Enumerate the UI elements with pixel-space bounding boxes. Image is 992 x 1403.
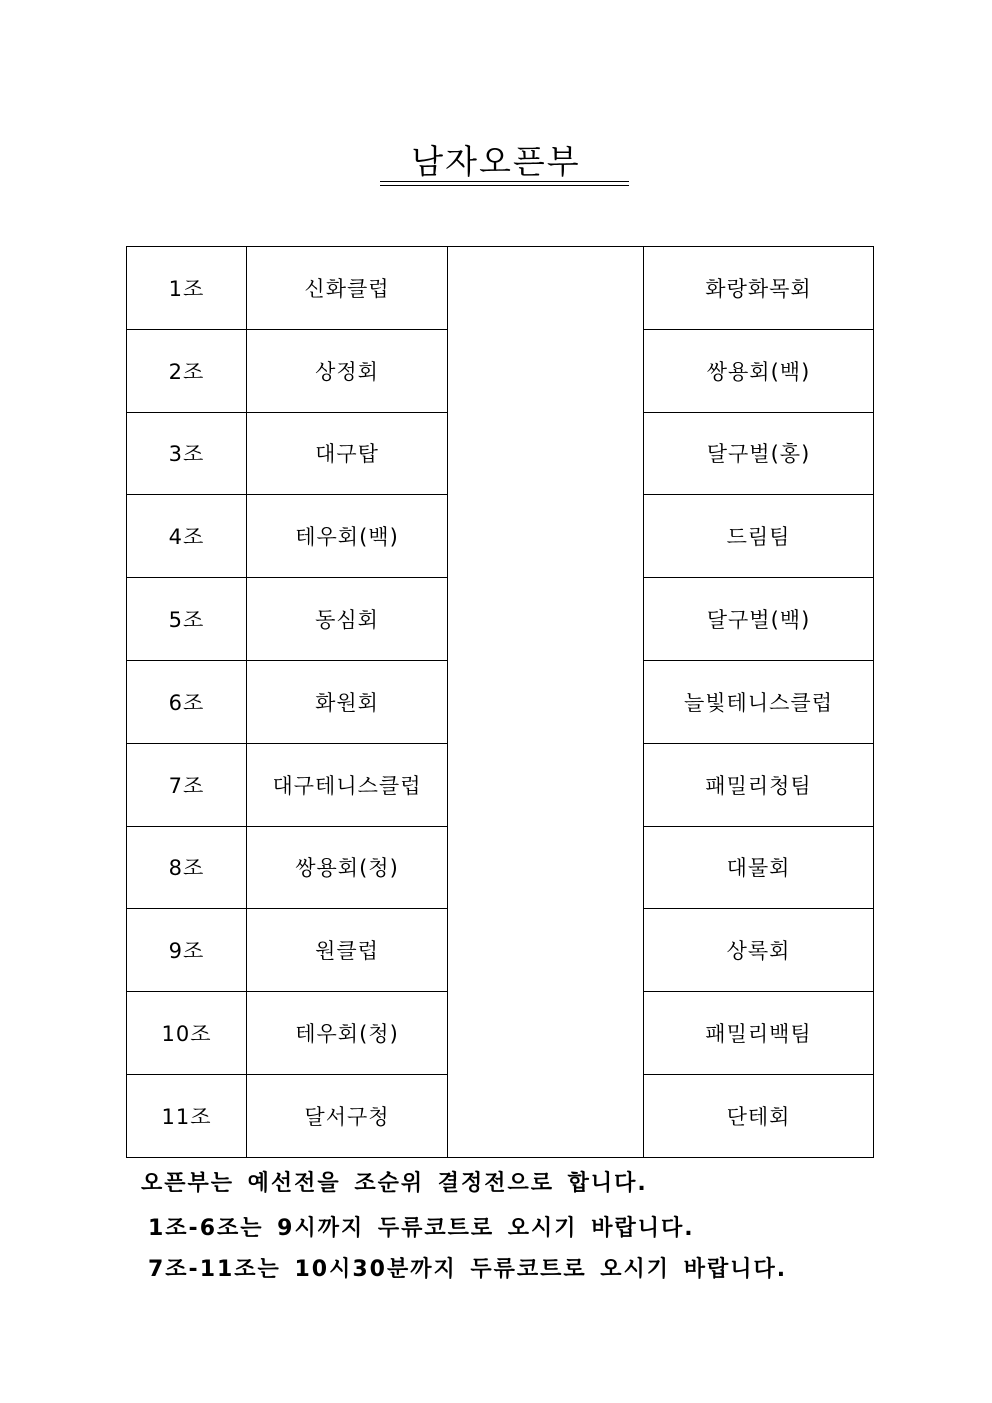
group-number-cell: 5조 — [127, 578, 247, 661]
group-number-cell: 8조 — [127, 826, 247, 909]
note-line: 7조-11조는 10시30분까지 두류코트로 오시기 바랍니다. — [148, 1257, 788, 1282]
group-table — [126, 246, 874, 1158]
group-number-cell: 1조 — [127, 247, 247, 330]
group-number-cell: 4조 — [127, 495, 247, 578]
team-a-cell: 대구탑 — [247, 412, 448, 495]
group-number-cell: 10조 — [127, 992, 247, 1075]
team-b-cell: 쌍용회(백) — [644, 329, 874, 412]
team-a-cell: 동심회 — [247, 578, 448, 661]
group-number-cell: 6조 — [127, 660, 247, 743]
group-number-cell: 9조 — [127, 909, 247, 992]
team-b-cell: 패밀리백팀 — [644, 992, 874, 1075]
team-b-cell: 달구벌(백) — [644, 578, 874, 661]
team-a-cell: 화원회 — [247, 660, 448, 743]
group-number-cell: 3조 — [127, 412, 247, 495]
page-title: 남자오픈부 — [411, 142, 581, 181]
team-b-cell: 달구벌(홍) — [644, 412, 874, 495]
table-row — [127, 247, 874, 330]
team-b-cell: 단테회 — [644, 1074, 874, 1157]
team-a-cell: 쌍용회(청) — [247, 826, 448, 909]
team-a-cell: 신화클럽 — [247, 247, 448, 330]
title-underline-bottom — [380, 185, 629, 186]
team-a-cell: 테우회(청) — [247, 992, 448, 1075]
team-a-cell: 상정회 — [247, 329, 448, 412]
match-bracket-blank-cell — [448, 247, 644, 1158]
group-number-cell: 11조 — [127, 1074, 247, 1157]
note-line: 1조-6조는 9시까지 두류코트로 오시기 바랍니다. — [148, 1216, 695, 1241]
team-b-cell: 패밀리청팀 — [644, 743, 874, 826]
team-a-cell: 테우회(백) — [247, 495, 448, 578]
team-b-cell: 드림팀 — [644, 495, 874, 578]
team-a-cell: 달서구청 — [247, 1074, 448, 1157]
group-number-cell: 2조 — [127, 329, 247, 412]
team-b-cell: 상록회 — [644, 909, 874, 992]
team-a-cell: 원클럽 — [247, 909, 448, 992]
team-a-cell: 대구테니스클럽 — [247, 743, 448, 826]
group-table-body — [127, 247, 874, 1158]
group-number-cell: 7조 — [127, 743, 247, 826]
team-b-cell: 늘빛테니스클럽 — [644, 660, 874, 743]
team-b-cell: 대물회 — [644, 826, 874, 909]
team-b-cell: 화랑화목회 — [644, 247, 874, 330]
note-line: 오픈부는 예선전을 조순위 결정전으로 합니다. — [141, 1171, 648, 1196]
title-underline-top — [380, 181, 629, 182]
